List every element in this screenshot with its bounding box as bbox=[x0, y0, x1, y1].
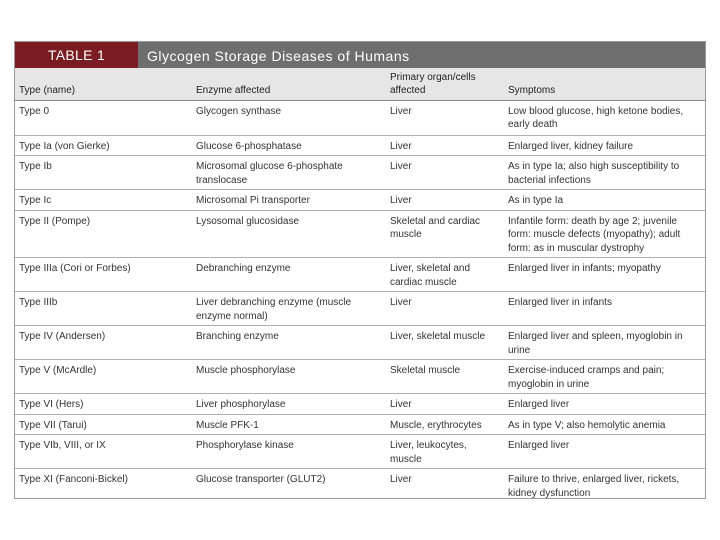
cell-enzyme: Glycogen synthase bbox=[192, 100, 386, 135]
header-type: Type (name) bbox=[15, 68, 192, 100]
cell-organ: Liver, skeletal muscle bbox=[386, 326, 504, 360]
cell-symptoms: Enlarged liver in infants bbox=[504, 292, 705, 326]
table-row bbox=[15, 156, 705, 190]
cell-type: Type VIb, VIII, or IX bbox=[15, 435, 192, 469]
cell-enzyme: Liver debranching enzyme (muscle enzyme normal) bbox=[192, 292, 386, 326]
cell-type: Type 0 bbox=[15, 100, 192, 135]
cell-enzyme: Lysosomal glucosidase bbox=[192, 210, 386, 258]
table-row bbox=[15, 326, 705, 360]
cell-organ: Liver bbox=[386, 100, 504, 135]
cell-organ: Liver bbox=[386, 292, 504, 326]
cell-enzyme: Debranching enzyme bbox=[192, 258, 386, 292]
cell-symptoms: As in type Ia; also high susceptibility to bacterial infections bbox=[504, 156, 705, 190]
cell-symptoms: As in type V; also hemolytic anemia bbox=[504, 414, 705, 435]
header-symptoms: Symptoms bbox=[504, 68, 705, 100]
cell-type: Type XI (Fanconi-Bickel) bbox=[19, 474, 128, 485]
table-row bbox=[15, 469, 705, 500]
cell-symptoms: Failure to thrive, enlarged liver, rickets, kidney dysfunction bbox=[508, 474, 680, 499]
cell-enzyme: Microsomal glucose 6-phosphate translocase bbox=[192, 156, 386, 190]
cell-organ: Liver bbox=[386, 190, 504, 211]
cell-type: Type II (Pompe) bbox=[15, 210, 192, 258]
cell-type: Type Ib bbox=[15, 156, 192, 190]
cell-enzyme: Glucose transporter (GLUT2) bbox=[196, 474, 326, 485]
cell-organ: Liver, leukocytes, muscle bbox=[386, 435, 504, 469]
table-row bbox=[15, 360, 705, 394]
cell-symptoms: Low blood glucose, high ketone bodies, early death bbox=[504, 100, 705, 135]
cell-symptoms: Enlarged liver and spleen, myoglobin in urine bbox=[504, 326, 705, 360]
cell-organ: Liver, skeletal and cardiac muscle bbox=[386, 258, 504, 292]
table-title: Glycogen Storage Diseases of Humans bbox=[147, 48, 410, 64]
table-row bbox=[15, 394, 705, 415]
cell-enzyme: Muscle PFK-1 bbox=[192, 414, 386, 435]
cell-symptoms: Infantile form: death by age 2; juvenile form: muscle defects (myopathy); adult form: as in muscular dystrophy bbox=[504, 210, 705, 258]
cell-symptoms: Enlarged liver in infants; myopathy bbox=[504, 258, 705, 292]
cell-type: Type Ic bbox=[15, 190, 192, 211]
cell-organ: Skeletal and cardiac muscle bbox=[386, 210, 504, 258]
cell-organ: Liver bbox=[386, 135, 504, 156]
table-row bbox=[15, 100, 705, 135]
cell-type: Type VI (Hers) bbox=[15, 394, 192, 415]
table-row bbox=[15, 258, 705, 292]
cell-type: Type IV (Andersen) bbox=[15, 326, 192, 360]
cell-enzyme: Glucose 6-phosphatase bbox=[192, 135, 386, 156]
cell-symptoms: As in type Ia bbox=[504, 190, 705, 211]
cell-type: Type VII (Tarui) bbox=[15, 414, 192, 435]
cell-organ: Liver bbox=[386, 394, 504, 415]
cell-symptoms: Enlarged liver bbox=[504, 394, 705, 415]
table-frame bbox=[14, 41, 706, 499]
cell-enzyme: Phosphorylase kinase bbox=[192, 435, 386, 469]
table-row bbox=[15, 414, 705, 435]
table-row bbox=[15, 190, 705, 211]
title-bar bbox=[15, 42, 705, 68]
cell-type: Type V (McArdle) bbox=[15, 360, 192, 394]
table-row bbox=[15, 135, 705, 156]
header-organ: Primary organ/cells affected bbox=[386, 68, 504, 100]
cell-enzyme: Muscle phosphorylase bbox=[192, 360, 386, 394]
table-row bbox=[15, 292, 705, 326]
cell-organ: Muscle, erythrocytes bbox=[386, 414, 504, 435]
header-enzyme: Enzyme affected bbox=[192, 68, 386, 100]
cell-enzyme: Microsomal Pi transporter bbox=[192, 190, 386, 211]
disease-table bbox=[15, 68, 705, 499]
cell-organ: Liver bbox=[386, 156, 504, 190]
cell-symptoms: Enlarged liver bbox=[504, 435, 705, 469]
cell-organ: Liver bbox=[390, 474, 412, 485]
cell-type: Type IIIb bbox=[15, 292, 192, 326]
header-row bbox=[15, 68, 705, 100]
cell-type: Type Ia (von Gierke) bbox=[15, 135, 192, 156]
cell-type: Type IIIa (Cori or Forbes) bbox=[15, 258, 192, 292]
cell-symptoms: Exercise-induced cramps and pain; myoglobin in urine bbox=[504, 360, 705, 394]
cell-symptoms: Enlarged liver, kidney failure bbox=[504, 135, 705, 156]
table-label: TABLE 1 bbox=[15, 42, 138, 68]
cell-enzyme: Branching enzyme bbox=[192, 326, 386, 360]
table-row bbox=[15, 210, 705, 258]
cell-organ: Skeletal muscle bbox=[386, 360, 504, 394]
cell-enzyme: Liver phosphorylase bbox=[192, 394, 386, 415]
table-row bbox=[15, 435, 705, 469]
